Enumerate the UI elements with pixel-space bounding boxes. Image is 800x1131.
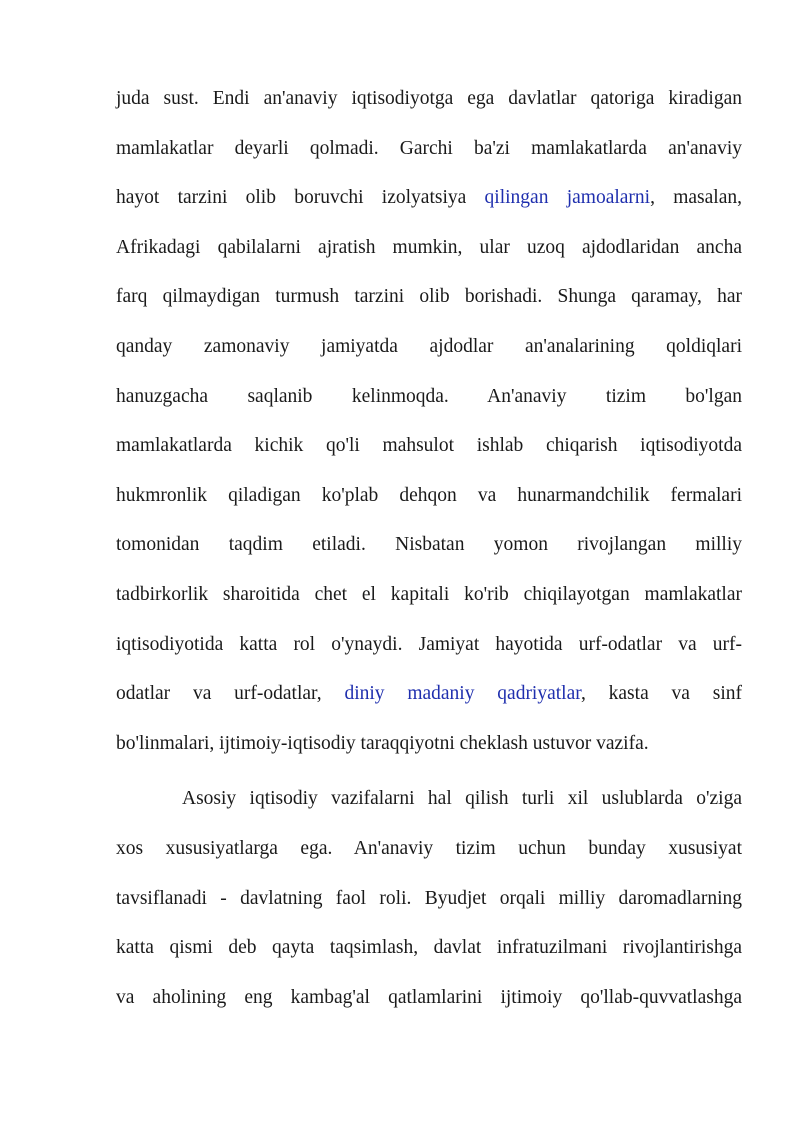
text-segment: Asosiy iqtisodiy vazifalarni hal qilish turli xil uslublarda o'ziga: [182, 788, 742, 810]
text-line: [116, 322, 742, 372]
text-line: [116, 874, 742, 924]
text-segment: va aholining eng kambag'al qatlamlarini ijtimoiy qo'llab-quvvatlashga: [116, 986, 742, 1008]
document-page: [116, 74, 742, 1022]
text-segment: bo'linmalari, ijtimoiy-iqtisodiy taraqqiyotni cheklash ustuvor vazifa.: [116, 732, 649, 754]
text-segment: , masalan,: [650, 187, 742, 209]
text-line: [116, 124, 742, 174]
text-line: [116, 74, 742, 124]
text-segment: tavsiflanadi - davlatning faol roli. Byudjet orqali milliy daromadlarning: [116, 887, 742, 909]
text-line: [116, 620, 742, 670]
text-line: [116, 223, 742, 273]
text-segment: tomonidan taqdim etiladi. Nisbatan yomon rivojlangan milliy: [116, 534, 742, 556]
text-segment: katta qismi deb qayta taqsimlash, davlat infratuzilmani rivojlantirishga: [116, 937, 742, 959]
text-line: [116, 774, 742, 824]
paragraph-1: [116, 74, 742, 768]
text-line: [116, 570, 742, 620]
text-segment: mamlakatlarda kichik qo'li mahsulot ishlab chiqarish iqtisodiyotda: [116, 435, 742, 457]
text-line: [116, 520, 742, 570]
text-line: [116, 471, 742, 521]
text-segment: hanuzgacha saqlanib kelinmoqda. An'anaviy tizim bo'lgan: [116, 385, 742, 407]
text-segment: , kasta va sinf: [580, 683, 742, 705]
text-segment: mamlakatlar deyarli qolmadi. Garchi ba'zi mamlakatlarda an'anaviy: [116, 137, 742, 159]
text-line: [116, 421, 742, 471]
hyperlink-text[interactable]: diniy madaniy qadriyatlar: [344, 683, 581, 705]
text-line: [116, 173, 742, 223]
text-line: [116, 372, 742, 422]
text-segment: juda sust. Endi an'anaviy iqtisodiyotga ega davlatlar qatoriga kiradigan: [116, 88, 742, 109]
hyperlink-text[interactable]: qilingan jamoalarni: [484, 187, 651, 209]
text-line: [116, 824, 742, 874]
text-segment: Afrikadagi qabilalarni ajratish mumkin, ular uzoq ajdodlaridan ancha: [116, 236, 742, 258]
text-line: [116, 272, 742, 322]
text-line: [116, 719, 742, 769]
text-segment: tadbirkorlik sharoitida chet el kapitali ko'rib chiqilayotgan mamlakatlar: [116, 583, 742, 605]
text-line: [116, 669, 742, 719]
text-segment: iqtisodiyotida katta rol o'ynaydi. Jamiyat hayotida urf-odatlar va urf-: [116, 633, 742, 655]
text-segment: hukmronlik qiladigan ko'plab dehqon va hunarmandchilik fermalari: [116, 484, 742, 506]
text-line: [116, 923, 742, 973]
text-line: [116, 973, 742, 1023]
text-segment: odatlar va urf-odatlar,: [116, 683, 345, 705]
text-segment: qanday zamonaviy jamiyatda ajdodlar an'analarining qoldiqlari: [116, 335, 742, 357]
text-segment: farq qilmaydigan turmush tarzini olib borishadi. Shunga qaramay, har: [116, 286, 742, 308]
paragraph-2: [116, 774, 742, 1022]
text-segment: hayot tarzini olib boruvchi izolyatsiya: [116, 187, 485, 209]
text-segment: xos xususiyatlarga ega. An'anaviy tizim uchun bunday xususiyat: [116, 837, 742, 859]
